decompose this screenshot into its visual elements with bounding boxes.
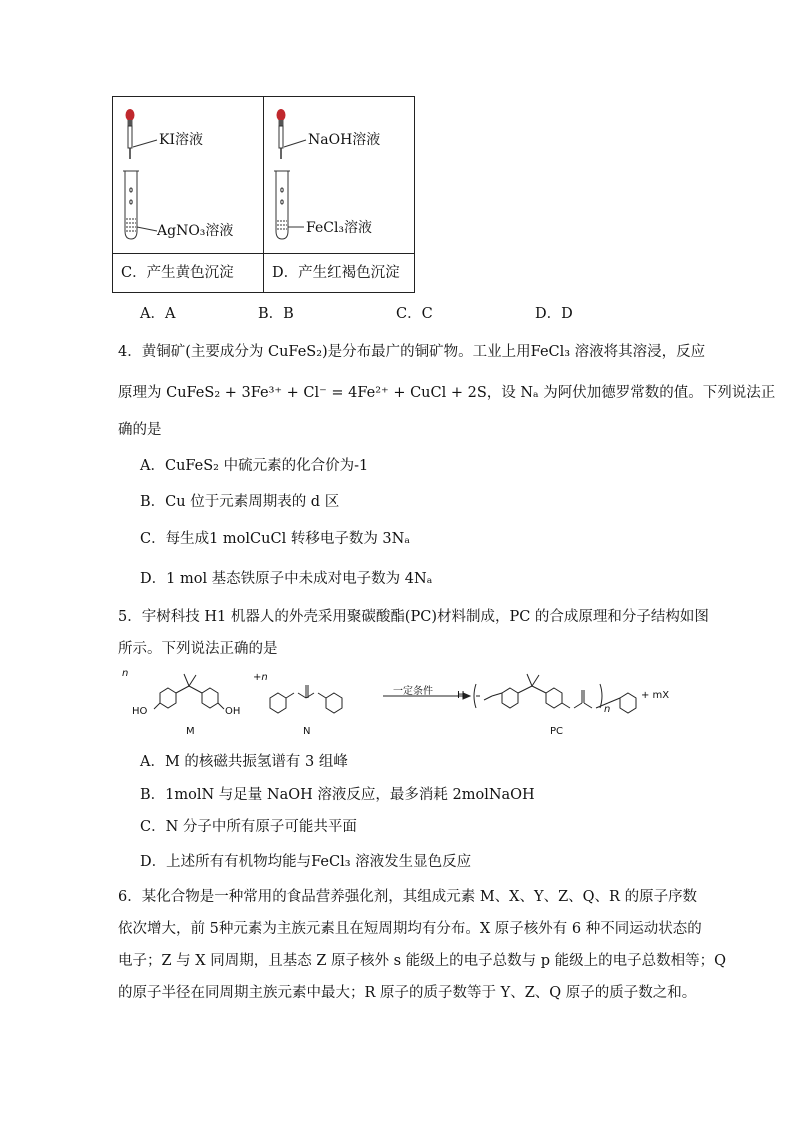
q6-stem-line2: 依次增大，前 5种元素为主族元素且在短周期均有分布。X 原子核外有 6 种不同运动状态的 — [118, 921, 702, 937]
q4-option-d: D．1 mol 基态铁原子中未成对电子数为 4Nₐ — [140, 571, 433, 587]
pc-subscript-n: n — [604, 704, 611, 715]
q3-answer-c: C．C — [396, 306, 433, 322]
q4-stem-line1: 4．黄铜矿(主要成分为 CuFeS₂)是分布最广的铜矿物。工业上用FeCl₃ 溶液将其溶浸，反应 — [118, 344, 706, 360]
q4-stem-line2: 原理为 CuFeS₂ + 3Fe³⁺ + Cl⁻ = 4Fe²⁺ + CuCl + 2S，设 Nₐ 为阿伏加德罗常数的值。下列说法正 — [118, 385, 776, 401]
q5-option-a: A．M 的核磁共振氢谱有 3 组峰 — [140, 754, 348, 770]
fecl3-solution-label: FeCl₃溶液 — [306, 220, 373, 236]
q3-answer-b: B．B — [258, 306, 294, 322]
q4-stem-line3: 确的是 — [118, 422, 162, 438]
q5-option-c: C．N 分子中所有原子可能共平面 — [140, 819, 357, 835]
q5-stem-line1: 5．宇树科技 H1 机器人的外壳采用聚碳酸酯(PC)材料制成，PC 的合成原理和分子结构如图 — [118, 609, 709, 625]
q6-stem-line3: 电子；Z 与 X 同周期，且基态 Z 原子核外 s 能级上的电子总数与 p 能级上的电子总数相等；Q — [118, 953, 727, 969]
q4-option-a: A．CuFeS₂ 中硫元素的化合价为-1 — [140, 458, 369, 474]
pc-h-label: H — [457, 690, 465, 701]
reaction-scheme — [118, 660, 688, 740]
q5-option-d: D．上述所有有机物均能与FeCl₃ 溶液发生显色反应 — [140, 854, 472, 870]
option-c-caption: C．产生黄色沉淀 — [121, 265, 234, 281]
q5-option-b: B．1molN 与足量 NaOH 溶液反应，最多消耗 2molNaOH — [140, 787, 535, 803]
q4-option-b: B．Cu 位于元素周期表的 d 区 — [140, 494, 340, 510]
q6-stem-line1: 6．某化合物是一种常用的食品营养强化剂，其组成元素 M、X、Y、Z、Q、R 的原子序数 — [118, 889, 698, 905]
reaction-structures-icon — [118, 660, 688, 740]
coef-n: n — [122, 668, 129, 679]
naoh-solution-label: NaOH溶液 — [308, 132, 381, 148]
m-oh-label: OH — [225, 706, 241, 717]
q6-stem-line4: 的原子半径在同周期主族元素中最大；R 原子的质子数等于 Y、Z、Q 原子的质子数之和。 — [118, 985, 697, 1001]
q5-stem-line2: 所示。下列说法正确的是 — [118, 641, 278, 657]
q4-option-c: C．每生成1 molCuCl 转移电子数为 3Nₐ — [140, 531, 410, 547]
ki-solution-label: KI溶液 — [159, 132, 203, 148]
label-pc: PC — [550, 726, 564, 737]
experiment-d-figure — [264, 97, 414, 253]
experiment-c-figure — [113, 97, 263, 253]
byproduct-mx: + mX — [641, 690, 670, 701]
coef-plus-n: +n — [253, 672, 268, 683]
label-n: N — [303, 726, 311, 737]
label-m: M — [186, 726, 195, 737]
agno3-solution-label: AgNO₃溶液 — [157, 223, 234, 239]
reaction-condition: 一定条件 — [393, 686, 433, 697]
m-ho-label: HO — [132, 706, 148, 717]
q3-answer-a: A．A — [140, 306, 176, 322]
option-d-caption: D．产生红褐色沉淀 — [272, 265, 400, 281]
experiment-table — [112, 96, 415, 293]
q3-answer-d: D．D — [535, 306, 573, 322]
